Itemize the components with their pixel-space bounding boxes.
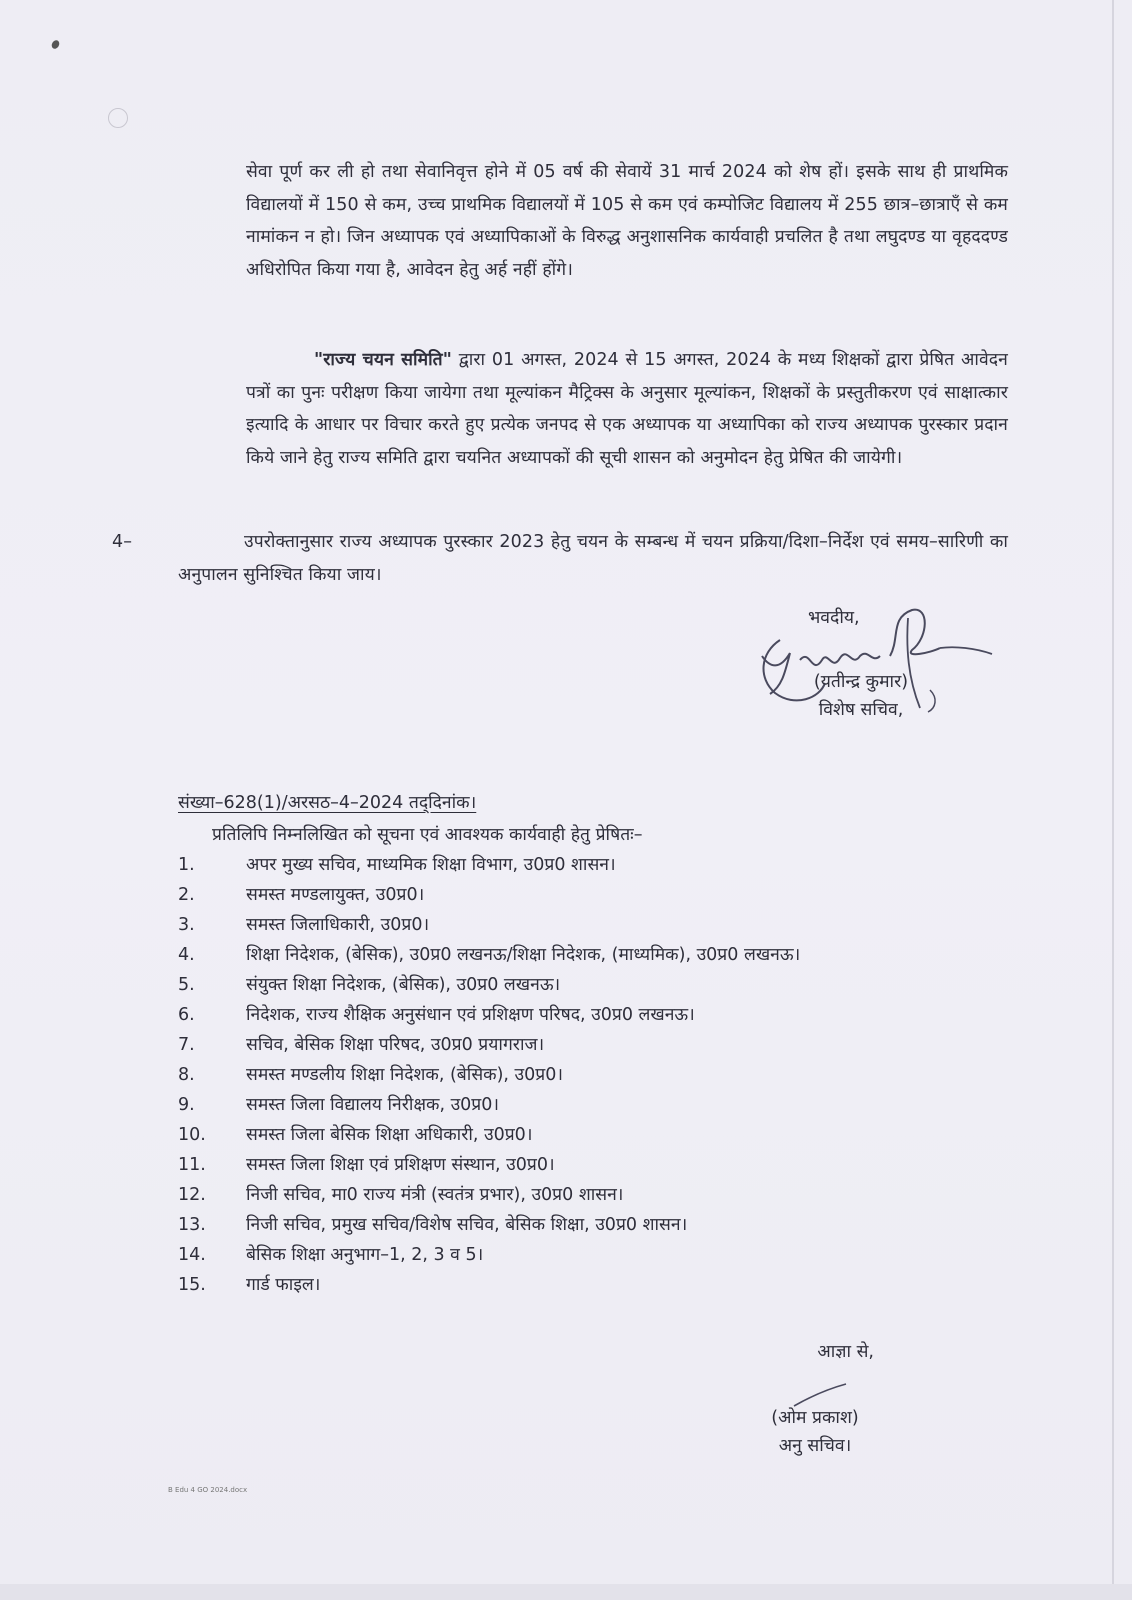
list-item <box>178 1210 1008 1240</box>
signatory-designation: विशेष सचिव, <box>818 700 904 720</box>
list-text: संयुक्त शिक्षा निदेशक, (बेसिक), उ0प्र0 लखनऊ। <box>246 975 561 995</box>
list-item <box>178 1120 1008 1150</box>
list-item <box>178 1240 1008 1270</box>
file-footnote: B Edu 4 GO 2024.docx <box>168 1486 248 1494</box>
signatory-name: (ओम प्रकाश) <box>771 1408 859 1428</box>
list-item <box>178 1030 1008 1060</box>
reference-number: संख्या–628(1)/अरसठ–4–2024 तद्‌दिनांक। <box>178 793 477 813</box>
list-text: समस्त मण्डलीय शिक्षा निदेशक, (बेसिक), उ0प्र0। <box>246 1065 563 1085</box>
list-number: 15. <box>178 1275 206 1295</box>
list-item <box>178 1270 1008 1300</box>
list-text: बेसिक शिक्षा अनुभाग–1, 2, 3 व 5। <box>246 1245 484 1265</box>
list-text: समस्त जिला शिक्षा एवं प्रशिक्षण संस्थान, उ0प्र0। <box>246 1155 555 1175</box>
list-item <box>178 1060 1008 1090</box>
list-item <box>178 1150 1008 1180</box>
list-item <box>178 880 1008 910</box>
list-text: समस्त जिलाधिकारी, उ0प्र0। <box>246 915 430 935</box>
punch-hole <box>108 108 128 128</box>
list-number: 5. <box>178 975 195 995</box>
copy-intro: प्रतिलिपि निम्नलिखित को सूचना एवं आवश्यक कार्यवाही हेतु प्रेषितः– <box>212 825 643 845</box>
list-number: 12. <box>178 1185 206 1205</box>
signature-block-1 <box>786 604 936 724</box>
paragraph-selection-text: द्वारा 01 अगस्त, 2024 से 15 अगस्त, 2024 के मध्य शिक्षकों द्वारा प्रेषित आवेदन पत्रों का पुनः परीक्षण किया जायेगा तथा मूल्यांकन मैट्रिक्स के अनुसार मूल्यांकन, शिक्षकों के प्रस्तुतीकरण एवं साक्षात्कार इत्यादि के आधार पर विचार करते हुए प्रत्येक जनपद से एक अध्यापक या अध्यापिका को राज्य अध्यापक पुरस्कार प्रदान किये जाने हेतु राज्य समिति द्वारा चयनित अध्यापकों की सूची शासन को अनुमोदन हेतु प्रेषित की जायेगी। <box>246 350 1008 468</box>
order-by: आज्ञा से, <box>817 1342 874 1362</box>
list-text: सचिव, बेसिक शिक्षा परिषद, उ0प्र0 प्रयागराज। <box>246 1035 545 1055</box>
list-text: समस्त मण्डलायुक्त, उ0प्र0। <box>246 885 425 905</box>
signatory-designation: अनु सचिव। <box>778 1436 852 1456</box>
list-item <box>178 850 1008 880</box>
list-number: 13. <box>178 1215 206 1235</box>
page-edge-bottom <box>0 1584 1132 1600</box>
list-text: अपर मुख्य सचिव, माध्यमिक शिक्षा विभाग, उ0प्र0 शासन। <box>246 855 616 875</box>
paragraph-compliance-text: उपरोक्तानुसार राज्य अध्यापक पुरस्कार 2023 हेतु चयन के सम्बन्ध में चयन प्रक्रिया/दिशा–निर्देश एवं समय–सारिणी का अनुपालन सुनिश्चित किया जाय। <box>178 532 1008 585</box>
list-text: समस्त जिला विद्यालय निरीक्षक, उ0प्र0। <box>246 1095 500 1115</box>
list-number: 3. <box>178 915 195 935</box>
paragraph-number: 4– <box>112 532 133 552</box>
signature-block-2 <box>740 1338 890 1460</box>
list-number: 8. <box>178 1065 195 1085</box>
list-number: 6. <box>178 1005 195 1025</box>
salutation: भवदीय, <box>808 608 860 628</box>
list-item <box>178 970 1008 1000</box>
list-number: 4. <box>178 945 195 965</box>
paragraph-eligibility: सेवा पूर्ण कर ली हो तथा सेवानिवृत्त होने में 05 वर्ष की सेवायें 31 मार्च 2024 को शेष हों। इसके साथ ही प्राथमिक विद्यालयों में 150 से कम, उच्च प्राथमिक विद्यालयों में 105 से कम एवं कम्पोजिट विद्यालय में 255 छात्र–छात्राएँ से कम नामांकन न हो। जिन अध्यापक एवं अध्यापिकाओं के विरुद्ध अनुशासनिक कार्यवाही प्रचलित है तथा लघुदण्ड या वृहददण्ड अधिरोपित किया गया है, आवेदन हेतु अर्ह नहीं होंगे। <box>246 162 1008 280</box>
list-text: निदेशक, राज्य शैक्षिक अनुसंधान एवं प्रशिक्षण परिषद, उ0प्र0 लखनऊ। <box>246 1005 695 1025</box>
list-text: समस्त जिला बेसिक शिक्षा अधिकारी, उ0प्र0। <box>246 1125 533 1145</box>
committee-name: "राज्य चयन समिति" <box>314 350 452 370</box>
list-item <box>178 910 1008 940</box>
list-number: 14. <box>178 1245 206 1265</box>
signatory-name: (यतीन्द्र कुमार) <box>813 672 909 692</box>
list-item <box>178 1090 1008 1120</box>
list-number: 2. <box>178 885 195 905</box>
ink-mark <box>50 39 61 50</box>
list-number: 1. <box>178 855 195 875</box>
list-text: निजी सचिव, मा0 राज्य मंत्री (स्वतंत्र प्रभार), उ0प्र0 शासन। <box>246 1185 624 1205</box>
list-text: गार्ड फाइल। <box>246 1275 321 1295</box>
list-item <box>178 1180 1008 1210</box>
list-number: 9. <box>178 1095 195 1115</box>
page-edge <box>1112 0 1114 1600</box>
paragraph-compliance <box>112 526 1008 591</box>
list-text: निजी सचिव, प्रमुख सचिव/विशेष सचिव, बेसिक शिक्षा, उ0प्र0 शासन। <box>246 1215 688 1235</box>
paragraph-selection-committee <box>246 344 1008 474</box>
list-number: 7. <box>178 1035 195 1055</box>
list-item <box>178 1000 1008 1030</box>
recipient-list <box>178 850 1008 1300</box>
list-item <box>178 940 1008 970</box>
list-number: 10. <box>178 1125 206 1145</box>
list-text: शिक्षा निदेशक, (बेसिक), उ0प्र0 लखनऊ/शिक्षा निदेशक, (माध्यमिक), उ0प्र0 लखनऊ। <box>246 945 801 965</box>
list-number: 11. <box>178 1155 206 1175</box>
